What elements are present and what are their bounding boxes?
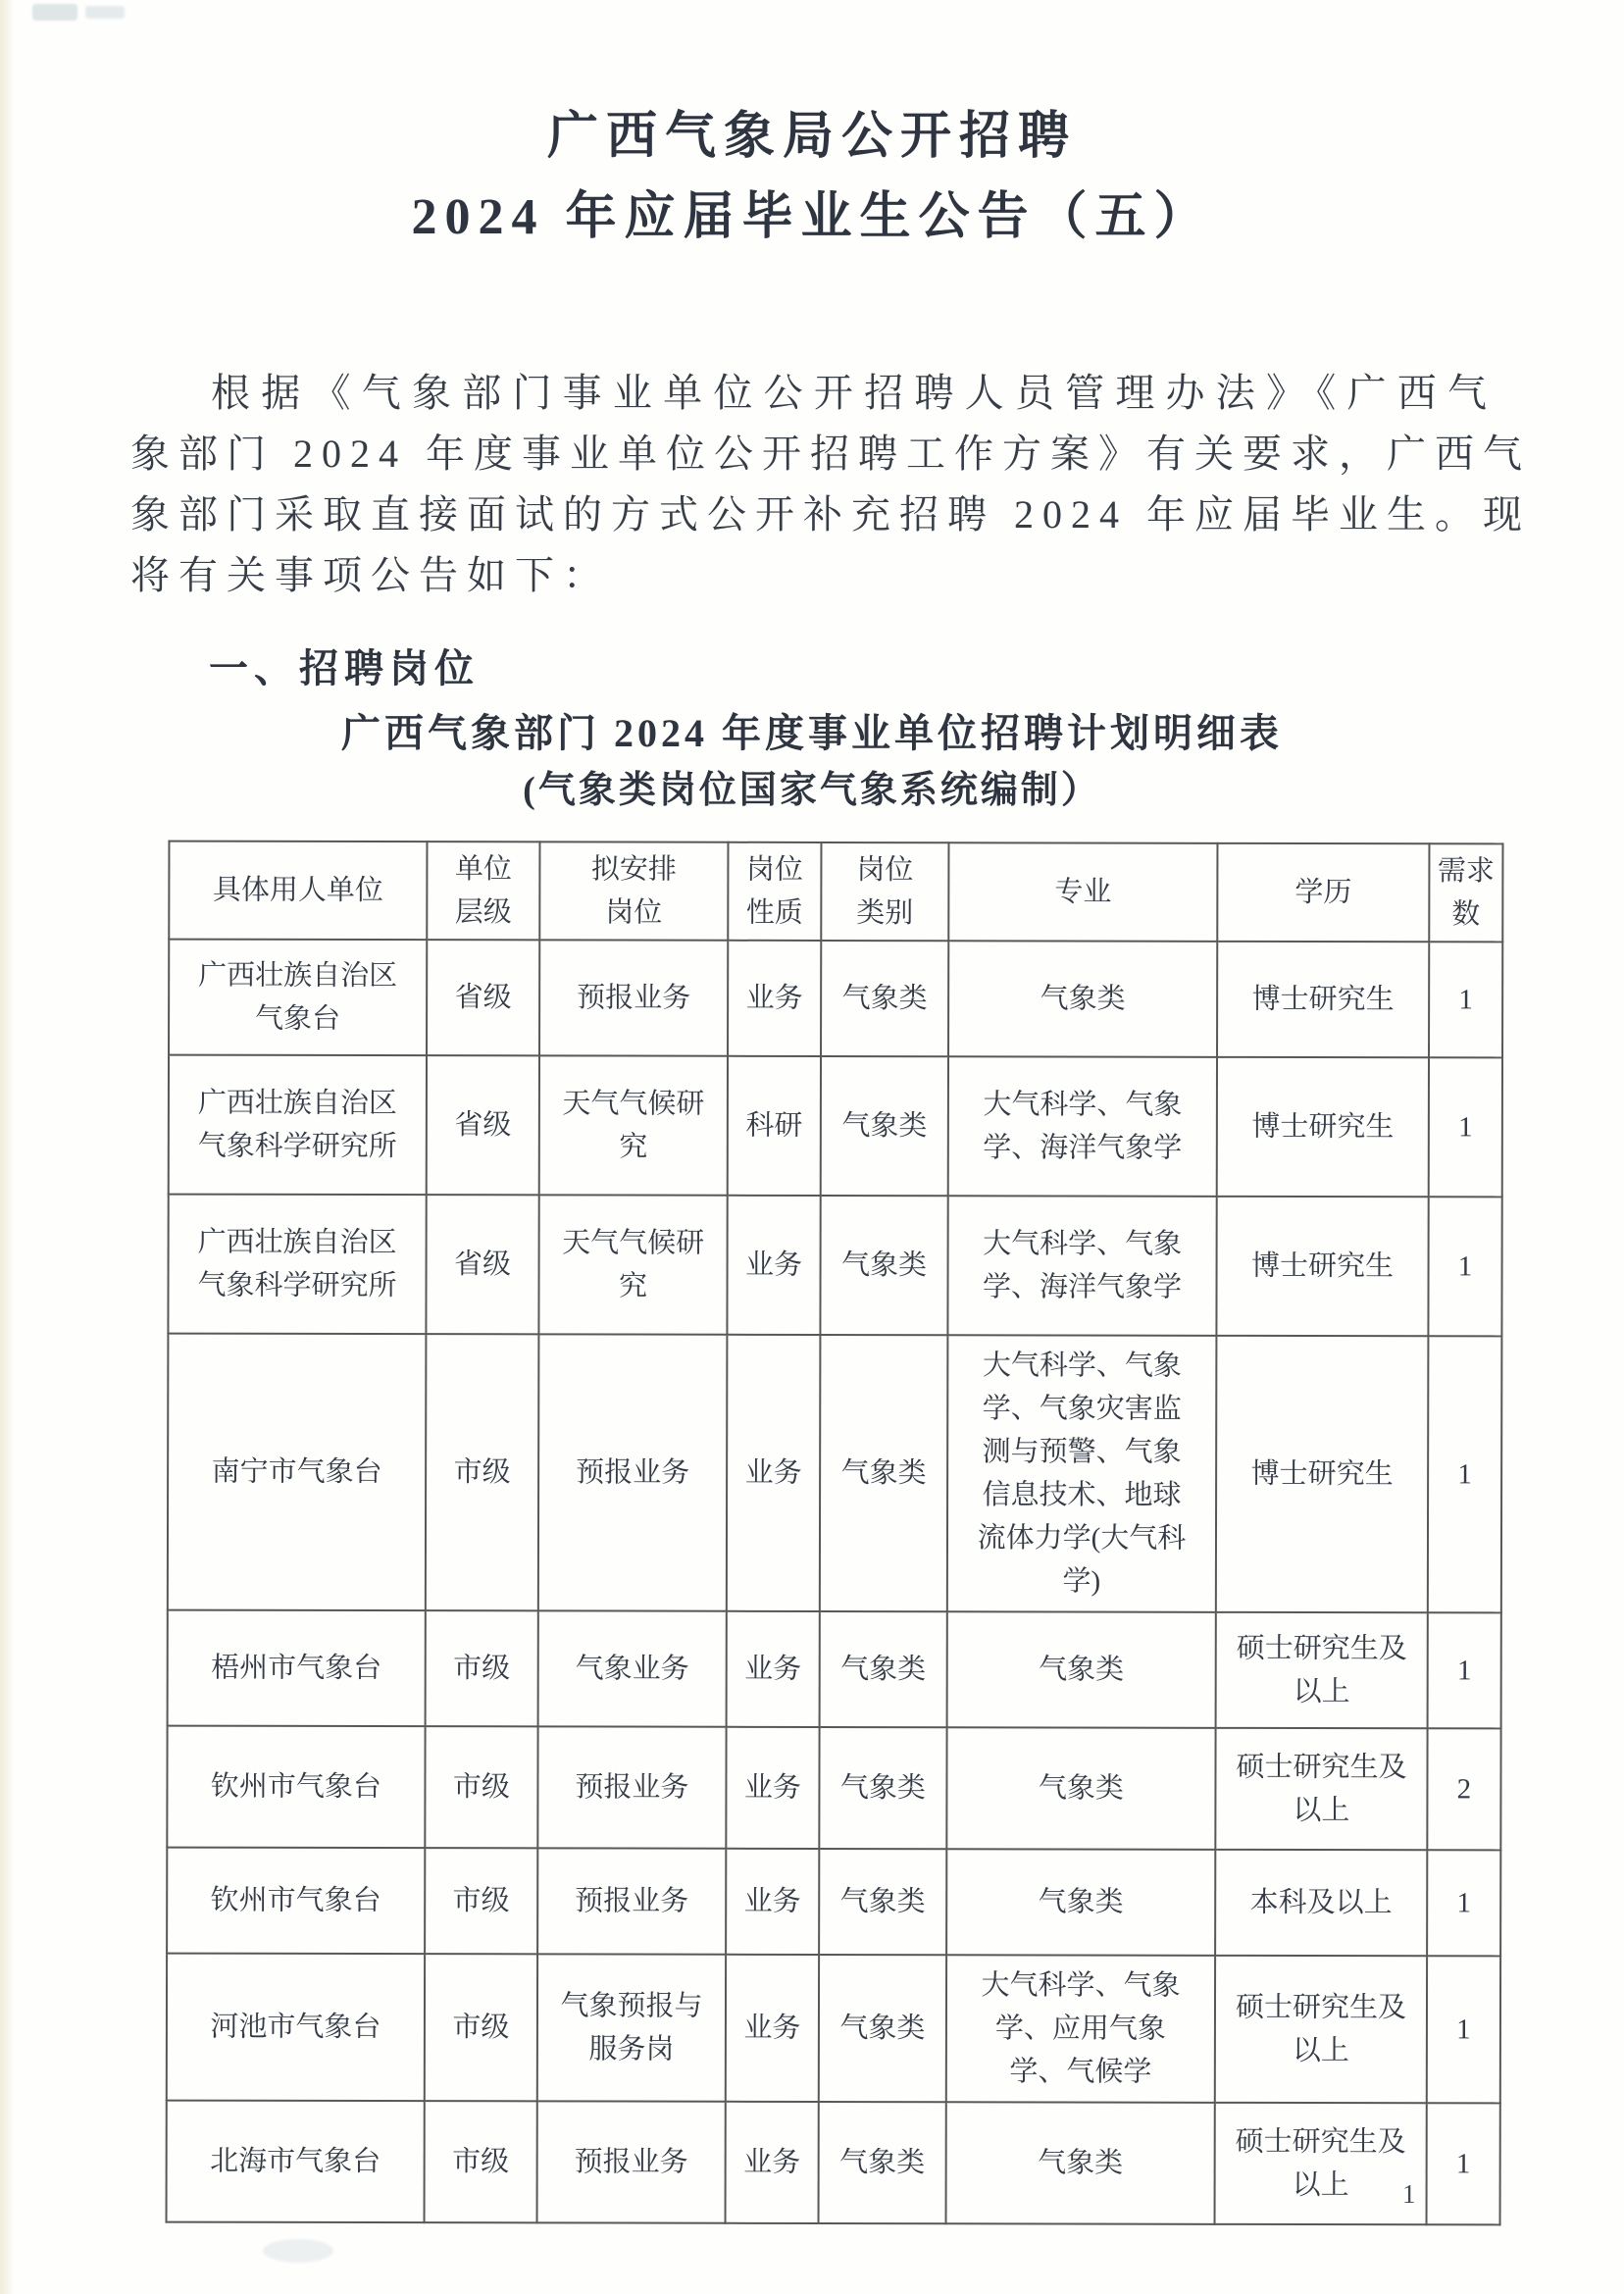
table-cell: 预报业务: [537, 2101, 726, 2222]
table-cell: 河池市气象台: [167, 1954, 425, 2102]
table-cell: 科研: [728, 1056, 821, 1196]
table-cell: 广西壮族自治区气象台: [169, 940, 427, 1056]
table-cell: 气象业务: [538, 1610, 727, 1726]
table-cell: 业务: [728, 941, 821, 1056]
table-cell: 气象类: [819, 1727, 946, 1849]
table-cell: 1: [1428, 1336, 1502, 1612]
table-cell: 市级: [426, 1334, 539, 1610]
table-cell: 天气气候研究: [539, 1055, 728, 1195]
table-cell: 预报业务: [537, 1726, 726, 1848]
table-row: [168, 1610, 1501, 1729]
table-cell: 气象类: [947, 1611, 1216, 1728]
table-cell: 市级: [426, 1610, 538, 1726]
table-cell: 市级: [425, 1848, 537, 1954]
table-cell: 大气科学、气象学、海洋气象学: [947, 1196, 1216, 1336]
table-cell: 博士研究生: [1216, 1197, 1428, 1336]
scan-artifact: [32, 4, 77, 21]
table-cell: 省级: [427, 1055, 539, 1195]
table-header-cell: 岗位性质: [728, 842, 821, 941]
page-title-line1: 广西气象局公开招聘: [546, 109, 1077, 165]
table-cell: 业务: [726, 2102, 819, 2223]
table-cell: 1: [1428, 1197, 1501, 1336]
paragraph-line: 根据《气象部门事业单位公开招聘人员管理办法》《广西气: [211, 371, 1496, 415]
table-cell: 气象类: [821, 941, 948, 1056]
section-heading: 一、招聘岗位: [209, 646, 480, 690]
table-cell: 天气气候研究: [538, 1195, 727, 1334]
table-cell: 市级: [425, 2101, 537, 2222]
table-row: [167, 1848, 1500, 1957]
table-cell: 硕士研究生及以上: [1216, 1612, 1428, 1728]
table-cell: 大气科学、气象学、海洋气象学: [948, 1056, 1217, 1197]
table-cell: 业务: [726, 1727, 819, 1849]
paragraph-line: 象部门采取直接面试的方式公开补充招聘 2024 年应届毕业生。现: [130, 492, 1531, 536]
table-cell: 1: [1427, 2103, 1500, 2224]
table-cell: 省级: [427, 940, 539, 1055]
table-cell: 南宁市气象台: [168, 1334, 427, 1611]
table-cell: 1: [1429, 942, 1502, 1057]
table-cell: 业务: [726, 1955, 819, 2102]
table-cell: 气象类: [821, 1056, 948, 1196]
table-cell: 大气科学、气象学、应用气象学、气候学: [946, 1955, 1215, 2103]
table-cell: 气象类: [820, 1335, 948, 1611]
table-cell: 业务: [727, 1196, 820, 1335]
scan-artifact: [263, 2239, 333, 2263]
table-cell: 钦州市气象台: [167, 1848, 425, 1955]
table-row: [169, 940, 1502, 1058]
table-cell: 预报业务: [539, 940, 728, 1055]
page-title-line2: 2024 年应届毕业生公告（五）: [411, 189, 1213, 245]
table-header-cell: 拟安排岗位: [539, 841, 728, 940]
table-cell: 气象类: [946, 1849, 1215, 1956]
table-header-cell: 专业: [948, 842, 1217, 942]
table-header: [169, 841, 1502, 943]
table-cell: 梧州市气象台: [168, 1610, 426, 1727]
table-cell: 1: [1428, 1612, 1501, 1728]
table-cell: 预报业务: [537, 1848, 726, 1954]
table-header-cell: 具体用人单位: [169, 841, 427, 941]
table-row: [167, 1954, 1500, 2104]
table-header-cell: 岗位类别: [821, 842, 948, 941]
table-row: [168, 1334, 1502, 1613]
table-cell: 业务: [727, 1335, 821, 1611]
table-cell: 博士研究生: [1216, 1336, 1429, 1612]
table-cell: 气象类: [820, 1611, 947, 1727]
table-cell: 市级: [425, 1726, 537, 1848]
table-cell: 2: [1427, 1728, 1500, 1850]
table-cell: 硕士研究生及以上: [1215, 1956, 1427, 2103]
table-cell: 博士研究生: [1217, 1057, 1429, 1197]
table-header-cell: 需求数: [1429, 843, 1502, 942]
table-cell: 1: [1429, 1057, 1502, 1197]
table-cell: 市级: [425, 1954, 537, 2101]
table-cell: 本科及以上: [1215, 1850, 1427, 1956]
table-row: [167, 2101, 1500, 2225]
paragraph-line: 象部门 2024 年度事业单位公开招聘工作方案》有关要求，广西气: [130, 432, 1531, 476]
table-cell: 省级: [426, 1195, 538, 1334]
table-cell: 气象类: [819, 2102, 946, 2223]
table-cell: 博士研究生: [1217, 942, 1429, 1057]
table-cell: 气象类: [946, 1727, 1215, 1850]
table-cell: 大气科学、气象学、气象灾害监测与预警、气象信息技术、地球流体力学(大气科学): [947, 1335, 1217, 1612]
recruitment-plan-table: [166, 841, 1504, 2226]
announcement-paragraph: [130, 363, 1531, 606]
table-cell: 气象类: [820, 1196, 947, 1335]
table-cell: 气象类: [948, 941, 1217, 1057]
table-header-cell: 单位层级: [427, 841, 539, 940]
table-subtitle: (气象类岗位国家气象系统编制）: [523, 770, 1101, 811]
paragraph-line: 将有关事项公告如下：: [130, 553, 611, 597]
scan-artifact: [85, 6, 125, 19]
page-number: 1: [1402, 2179, 1416, 2209]
table-cell: 硕士研究生及以上: [1215, 1728, 1427, 1850]
table-cell: 广西壮族自治区气象科学研究所: [168, 1195, 426, 1335]
table-cell: 业务: [726, 1849, 819, 1955]
table-cell: 1: [1427, 1956, 1500, 2103]
table-cell: 广西壮族自治区气象科学研究所: [169, 1055, 427, 1196]
table-row: [169, 1055, 1502, 1198]
table-cell: 1: [1427, 1850, 1500, 1956]
table-body: [167, 940, 1503, 2225]
table-cell: 气象类: [819, 1955, 946, 2102]
table-row: [167, 1726, 1500, 1851]
table-row: [168, 1195, 1501, 1337]
table-cell: 硕士研究生及以上: [1215, 2103, 1427, 2224]
table-cell: 业务: [727, 1611, 820, 1727]
page-edge-shadow: [0, 0, 14, 2294]
table-title: 广西气象部门 2024 年度事业单位招聘计划明细表: [341, 711, 1283, 755]
table-cell: 预报业务: [538, 1334, 728, 1610]
table-header-row: [169, 841, 1502, 943]
table-cell: 气象预报与服务岗: [537, 1954, 726, 2101]
table-cell: 北海市气象台: [167, 2101, 425, 2223]
table-cell: 气象类: [819, 1849, 946, 1955]
table-cell: 气象类: [946, 2102, 1215, 2224]
table-cell: 钦州市气象台: [167, 1726, 425, 1849]
table-header-cell: 学历: [1217, 843, 1429, 942]
